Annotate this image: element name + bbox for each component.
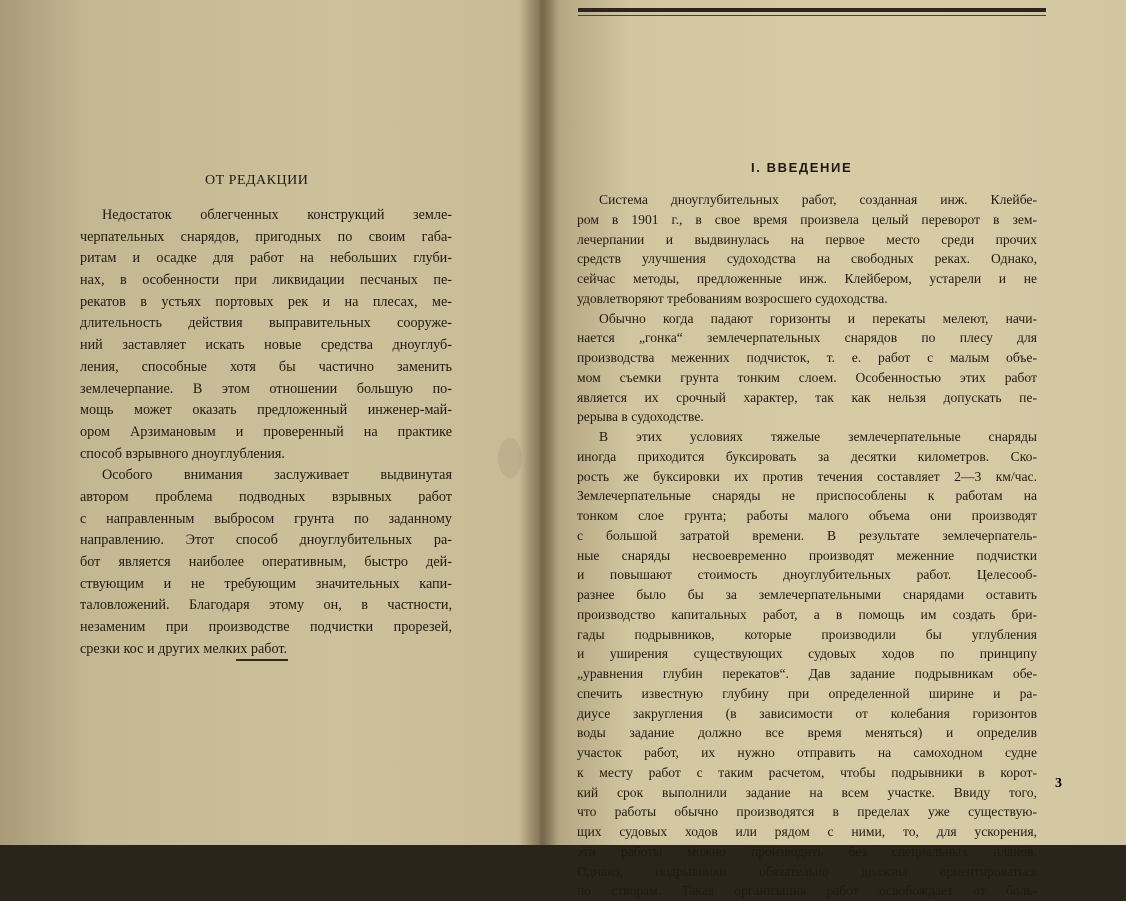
text-line: спечить известную глубину при определенной ширине и ра- bbox=[577, 685, 1037, 701]
text-line: диусе закругления (в зависимости от колебания горизонтов bbox=[577, 705, 1037, 721]
text-line: Недостаток облегченных конструкций земле- bbox=[102, 207, 452, 223]
text-line: ствующим и не требующим значительных капи- bbox=[80, 575, 452, 592]
text-line: и повышают стоимость дноуглубительных работ. Целесооб- bbox=[577, 567, 1037, 583]
text-line: ления, способные хотя бы частично заменить bbox=[80, 358, 452, 375]
text-line: ний заставляет искать новые средства дноуглуб- bbox=[80, 337, 452, 354]
text-line: по створам. Такая организация работ освобождает от боль- bbox=[577, 883, 1037, 899]
text-line: средств улучшения судоходства на свободных реках. Однако, bbox=[577, 251, 1037, 267]
text-line: Особого внимания заслуживает выдвинутая bbox=[102, 467, 452, 484]
text-line: Обычно когда падают горизонты и перекаты мелеют, начи- bbox=[599, 310, 1037, 326]
text-line: с направленным выбросом грунта по заданному bbox=[80, 510, 452, 527]
left-page-heading: ОТ РЕДАКЦИИ bbox=[205, 173, 309, 188]
text-line: к месту работ с таким расчетом, чтобы подрывники в корот- bbox=[577, 764, 1037, 780]
left-page-body bbox=[80, 205, 452, 660]
text-line: землечерпание. В этом отношении большую по- bbox=[80, 380, 452, 397]
right-page-body bbox=[577, 190, 1037, 901]
text-line: „уравнения глубин перекатов“. Дав задание подрывникам обе- bbox=[577, 666, 1037, 681]
text-line: и уширения существующих судовых ходов по принципу bbox=[577, 646, 1037, 662]
left-page bbox=[0, 0, 535, 845]
text-line: гады подрывников, которые производили бы углубления bbox=[577, 626, 1037, 642]
text-line: что работы обычно производятся в пределах уже существую- bbox=[577, 804, 1037, 820]
text-line: Землечерпательные снаряды не приспособлены к работам на bbox=[577, 488, 1037, 504]
text-line: тонком слое грунта; работы малого объема они производят bbox=[577, 508, 1037, 523]
text-line: воды задание должно все время меняться) и определив bbox=[577, 725, 1037, 741]
text-line: ром в 1901 г., в свое время произвела целый переворот в зем- bbox=[577, 211, 1037, 227]
text-line: таловложений. Благодаря этому он, в частности, bbox=[80, 597, 452, 614]
text-line: Система дноуглубительных работ, созданная инж. Клейбе- bbox=[599, 192, 1037, 207]
text-line: участок работ, их нужно отправить на самоходном судне bbox=[577, 745, 1037, 760]
text-line: с большой затратой времени. В результате землечерпатель- bbox=[577, 527, 1037, 543]
text-line: Однако, подрывники обязательно должны ориентироваться bbox=[577, 863, 1037, 879]
text-line: способ взрывного дноуглубления. bbox=[80, 445, 285, 462]
text-line: рерыва в судоходстве. bbox=[577, 409, 704, 425]
chapter-heading: I. ВВЕДЕНИЕ bbox=[751, 160, 853, 175]
text-line: нается „гонка“ землечерпательных снарядов по плесу для bbox=[577, 330, 1037, 346]
text-line: направлению. Этот способ дноуглубительных ра- bbox=[80, 532, 452, 549]
text-line: нах, в особенности при ликвидации песчаных пе- bbox=[80, 272, 452, 289]
text-line: незаменим при производстве подчистки прорезей, bbox=[80, 619, 452, 636]
text-line: рость же буксировки их против течения составляет 2—3 км/час. bbox=[577, 468, 1037, 484]
text-line: автором проблема подводных взрывных работ bbox=[80, 488, 452, 505]
text-line: ритам и осадке для работ на небольших глуби- bbox=[80, 250, 452, 267]
text-line: лечерпании и выдвинулась на первое место среди прочих bbox=[577, 231, 1037, 247]
page-number: 3 bbox=[1055, 776, 1062, 791]
text-line: кий срок выполнили задание на всем участке. Ввиду того, bbox=[577, 784, 1037, 800]
text-line: рекатов в устьях портовых рек и на плесах, ме- bbox=[80, 293, 452, 310]
text-line: срезки кос и других мелких работ. bbox=[80, 640, 288, 657]
text-line: разнее было бы за землечерпательными снарядами оставить bbox=[577, 587, 1037, 602]
text-line: бот является наиболее оперативным, быстро дей- bbox=[80, 554, 452, 570]
text-line: эти работы можно производить без специальных планов. bbox=[577, 843, 1037, 859]
section-divider bbox=[236, 659, 288, 661]
text-line: мощь может оказать предложенный инженер-май- bbox=[80, 402, 452, 419]
text-line: удовлетворяют требованиям возросшего судоходства. bbox=[577, 290, 888, 306]
text-line: иногда приходится буксировать за десятки километров. Ско- bbox=[577, 448, 1037, 464]
text-line: мом съемки грунта тонким слоем. Особенностью этих работ bbox=[577, 369, 1037, 385]
text-line: длительность действия выправительных сооруже- bbox=[80, 315, 452, 332]
text-line: ором Арзимановым и проверенный на практике bbox=[80, 423, 452, 440]
text-line: В этих условиях тяжелые землечерпательные снаряды bbox=[599, 429, 1037, 444]
text-line: производство капитальных работ, а в помощь им создать бри- bbox=[577, 606, 1037, 622]
text-line: черпательных снарядов, пригодных по своим габа- bbox=[80, 228, 452, 245]
text-line: производства меженних подчисток, т. е. работ с малым объе- bbox=[577, 350, 1037, 365]
text-line: ные снаряды несвоевременно производят меженние подчистки bbox=[577, 547, 1037, 563]
text-line: является их срочный характер, так как нельзя допускать пе- bbox=[577, 389, 1037, 405]
text-line: щих судовых ходов или рядом с ними, то, для ускорения, bbox=[577, 824, 1037, 839]
text-line: сейчас методы, предложенные инж. Клейбером, устарели и не bbox=[577, 271, 1037, 286]
